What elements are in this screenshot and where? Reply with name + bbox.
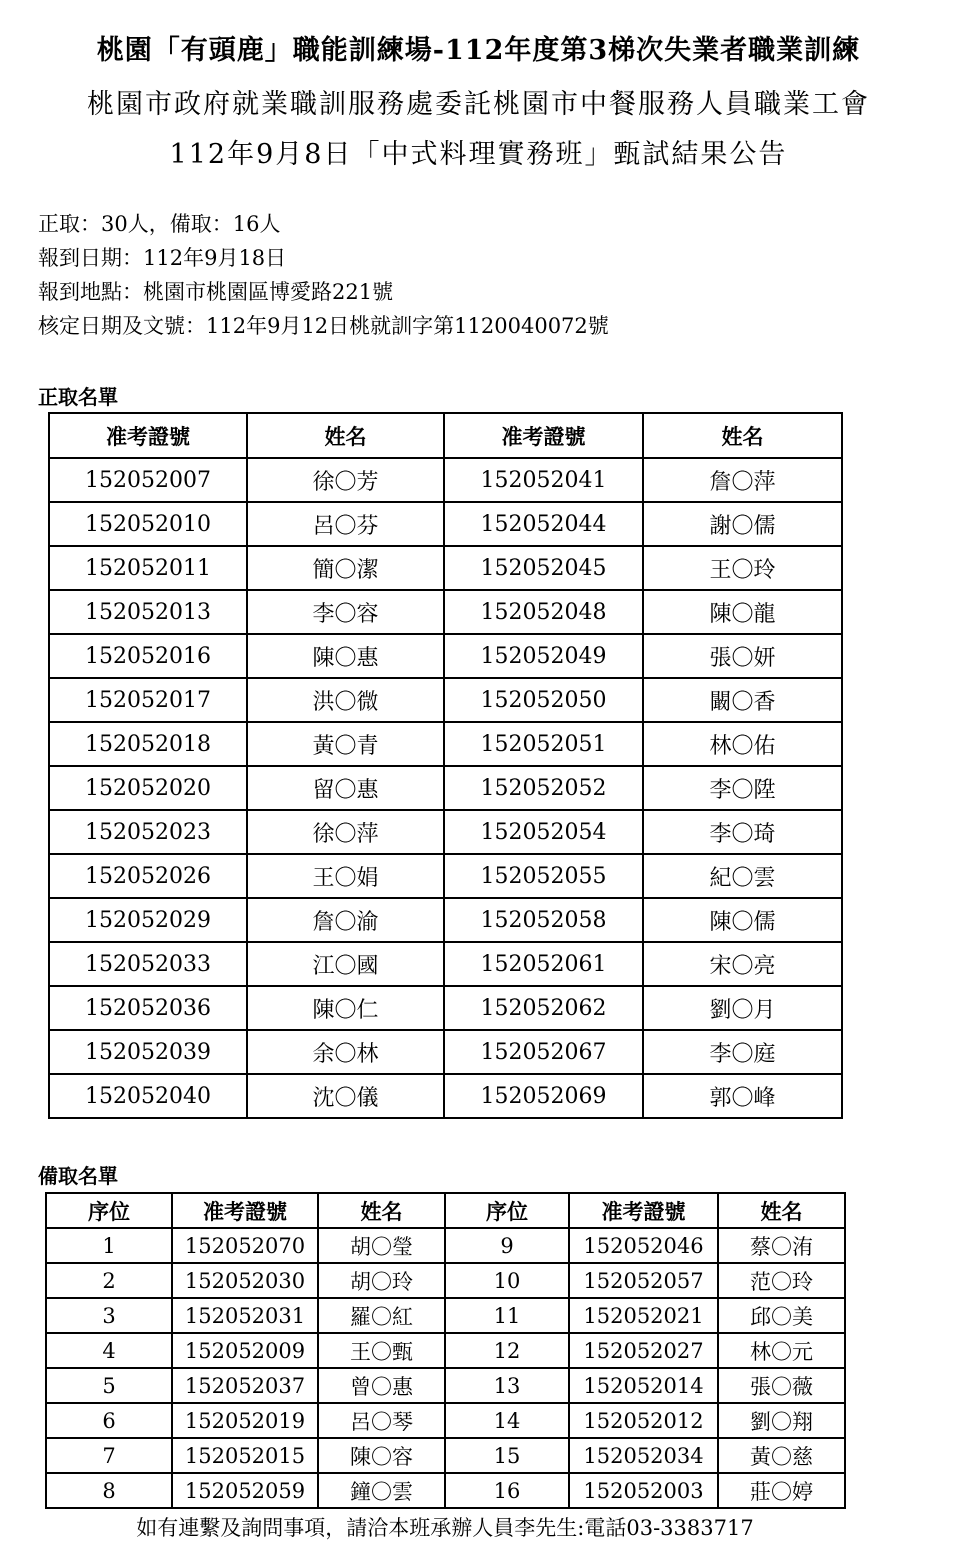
table-row	[46, 1228, 845, 1263]
table-cell: 152052061	[444, 942, 643, 986]
table-cell: 范〇玲	[718, 1263, 845, 1298]
table-row	[49, 678, 842, 722]
table-cell: 7	[46, 1438, 172, 1473]
table-cell: 152052041	[444, 458, 643, 502]
table-cell: 張〇妍	[643, 634, 842, 678]
table-cell: 152052017	[49, 678, 247, 722]
table-cell: 16	[445, 1473, 569, 1508]
table-cell: 鐘〇雲	[318, 1473, 445, 1508]
table-cell: 陳〇惠	[247, 634, 444, 678]
table-cell: 王〇甄	[318, 1333, 445, 1368]
table-cell: 王〇玲	[643, 546, 842, 590]
main-list-label: 正取名單	[38, 385, 118, 409]
table-row	[46, 1298, 845, 1333]
table-cell: 152052010	[49, 502, 247, 546]
table-cell: 152052070	[172, 1228, 318, 1263]
table-cell: 呂〇琴	[318, 1403, 445, 1438]
table-cell: 黃〇慈	[718, 1438, 845, 1473]
table-row	[46, 1368, 845, 1403]
table-cell: 152052052	[444, 766, 643, 810]
document-title: 桃園「有頭鹿」職能訓練場-112年度第3梯次失業者職業訓練	[96, 35, 861, 66]
table-cell: 李〇庭	[643, 1030, 842, 1074]
table-cell: 152052015	[172, 1438, 318, 1473]
table-header-row	[49, 413, 842, 458]
table-row	[49, 854, 842, 898]
table-cell: 152052034	[569, 1438, 718, 1473]
table-row	[49, 722, 842, 766]
table-cell: 詹〇渝	[247, 898, 444, 942]
table-cell: 14	[445, 1403, 569, 1438]
table-cell: 李〇陞	[643, 766, 842, 810]
column-header: 姓名	[318, 1193, 445, 1228]
approval-info: 核定日期及文號：112年9月12日桃就訓字第1120040072號	[38, 314, 609, 338]
document-subtitle: 桃園市政府就業職訓服務處委託桃園市中餐服務人員職業工會	[87, 89, 870, 120]
column-header: 准考證號	[49, 413, 247, 458]
table-row	[49, 458, 842, 502]
table-cell: 152052039	[49, 1030, 247, 1074]
table-row	[49, 1030, 842, 1074]
table-cell: 152052036	[49, 986, 247, 1030]
table-cell: 152052026	[49, 854, 247, 898]
table-cell: 莊〇婷	[718, 1473, 845, 1508]
table-cell: 宋〇亮	[643, 942, 842, 986]
table-row	[46, 1438, 845, 1473]
table-cell: 152052019	[172, 1403, 318, 1438]
table-cell: 12	[445, 1333, 569, 1368]
table-cell: 林〇元	[718, 1333, 845, 1368]
announcement-title: 112年9月8日「中式料理實務班」甄試結果公告	[169, 139, 788, 170]
table-cell: 152052055	[444, 854, 643, 898]
table-cell: 152052029	[49, 898, 247, 942]
table-row	[49, 942, 842, 986]
column-header: 姓名	[643, 413, 842, 458]
table-cell: 152052045	[444, 546, 643, 590]
table-cell: 劉〇翔	[718, 1403, 845, 1438]
table-cell: 152052030	[172, 1263, 318, 1298]
table-cell: 152052062	[444, 986, 643, 1030]
table-cell: 紀〇雲	[643, 854, 842, 898]
table-cell: 152052014	[569, 1368, 718, 1403]
table-cell: 曾〇惠	[318, 1368, 445, 1403]
table-cell: 簡〇潔	[247, 546, 444, 590]
table-row	[46, 1333, 845, 1368]
table-row	[49, 810, 842, 854]
table-cell: 陳〇儒	[643, 898, 842, 942]
table-cell: 3	[46, 1298, 172, 1333]
report-location: 報到地點：桃園市桃園區博愛路221號	[38, 280, 394, 304]
table-cell: 1	[46, 1228, 172, 1263]
column-header: 序位	[46, 1193, 172, 1228]
table-cell: 2	[46, 1263, 172, 1298]
table-cell: 152052059	[172, 1473, 318, 1508]
table-cell: 徐〇芳	[247, 458, 444, 502]
table-cell: 152052048	[444, 590, 643, 634]
table-cell: 4	[46, 1333, 172, 1368]
table-cell: 152052016	[49, 634, 247, 678]
table-cell: 9	[445, 1228, 569, 1263]
table-cell: 邱〇美	[718, 1298, 845, 1333]
main-list-table	[48, 412, 843, 1119]
table-cell: 152052050	[444, 678, 643, 722]
table-row	[49, 634, 842, 678]
table-cell: 152052067	[444, 1030, 643, 1074]
column-header: 姓名	[247, 413, 444, 458]
table-cell: 陳〇仁	[247, 986, 444, 1030]
table-cell: 152052007	[49, 458, 247, 502]
table-cell: 10	[445, 1263, 569, 1298]
report-date: 報到日期：112年9月18日	[38, 246, 287, 270]
table-row	[49, 1074, 842, 1118]
table-cell: 11	[445, 1298, 569, 1333]
table-cell: 張〇薇	[718, 1368, 845, 1403]
table-cell: 152052003	[569, 1473, 718, 1508]
contact-footer: 如有連繫及詢問事項，請洽本班承辦人員李先生:電話03-3383717	[136, 1516, 754, 1540]
table-cell: 8	[46, 1473, 172, 1508]
table-cell: 152052033	[49, 942, 247, 986]
table-header-row	[46, 1193, 845, 1228]
table-cell: 李〇琦	[643, 810, 842, 854]
table-cell: 152052021	[569, 1298, 718, 1333]
table-cell: 謝〇儒	[643, 502, 842, 546]
table-cell: 洪〇微	[247, 678, 444, 722]
table-row	[49, 986, 842, 1030]
column-header: 序位	[445, 1193, 569, 1228]
column-header: 准考證號	[172, 1193, 318, 1228]
table-cell: 沈〇儀	[247, 1074, 444, 1118]
table-row	[49, 898, 842, 942]
table-row	[46, 1473, 845, 1508]
table-cell: 152052058	[444, 898, 643, 942]
table-cell: 江〇國	[247, 942, 444, 986]
table-cell: 詹〇萍	[643, 458, 842, 502]
table-cell: 林〇佑	[643, 722, 842, 766]
table-cell: 羅〇紅	[318, 1298, 445, 1333]
table-cell: 蔡〇洧	[718, 1228, 845, 1263]
table-cell: 152052009	[172, 1333, 318, 1368]
table-row	[46, 1403, 845, 1438]
table-cell: 152052049	[444, 634, 643, 678]
table-cell: 152052046	[569, 1228, 718, 1263]
table-cell: 劉〇月	[643, 986, 842, 1030]
table-cell: 黃〇青	[247, 722, 444, 766]
table-cell: 152052018	[49, 722, 247, 766]
table-cell: 呂〇芬	[247, 502, 444, 546]
column-header: 准考證號	[569, 1193, 718, 1228]
table-row	[49, 502, 842, 546]
table-cell: 152052069	[444, 1074, 643, 1118]
table-cell: 152052040	[49, 1074, 247, 1118]
backup-list-table	[45, 1192, 846, 1509]
table-row	[46, 1263, 845, 1298]
table-cell: 152052023	[49, 810, 247, 854]
table-cell: 胡〇瑩	[318, 1228, 445, 1263]
table-cell: 152052027	[569, 1333, 718, 1368]
table-cell: 陳〇龍	[643, 590, 842, 634]
table-cell: 15	[445, 1438, 569, 1473]
table-cell: 152052020	[49, 766, 247, 810]
table-cell: 陳〇容	[318, 1438, 445, 1473]
table-cell: 余〇林	[247, 1030, 444, 1074]
table-cell: 152052051	[444, 722, 643, 766]
backup-list-label: 備取名單	[38, 1164, 118, 1188]
table-cell: 152052011	[49, 546, 247, 590]
column-header: 准考證號	[444, 413, 643, 458]
table-cell: 郭〇峰	[643, 1074, 842, 1118]
table-cell: 徐〇萍	[247, 810, 444, 854]
table-cell: 李〇容	[247, 590, 444, 634]
table-cell: 胡〇玲	[318, 1263, 445, 1298]
table-cell: 152052057	[569, 1263, 718, 1298]
table-cell: 留〇惠	[247, 766, 444, 810]
table-row	[49, 590, 842, 634]
table-cell: 王〇娟	[247, 854, 444, 898]
table-cell: 152052054	[444, 810, 643, 854]
table-cell: 152052037	[172, 1368, 318, 1403]
table-cell: 闞〇香	[643, 678, 842, 722]
table-cell: 152052013	[49, 590, 247, 634]
table-row	[49, 766, 842, 810]
column-header: 姓名	[718, 1193, 845, 1228]
table-cell: 152052031	[172, 1298, 318, 1333]
quota-info: 正取：30人，備取：16人	[38, 212, 281, 236]
table-cell: 5	[46, 1368, 172, 1403]
table-cell: 13	[445, 1368, 569, 1403]
table-cell: 152052044	[444, 502, 643, 546]
table-row	[49, 546, 842, 590]
table-cell: 6	[46, 1403, 172, 1438]
table-cell: 152052012	[569, 1403, 718, 1438]
